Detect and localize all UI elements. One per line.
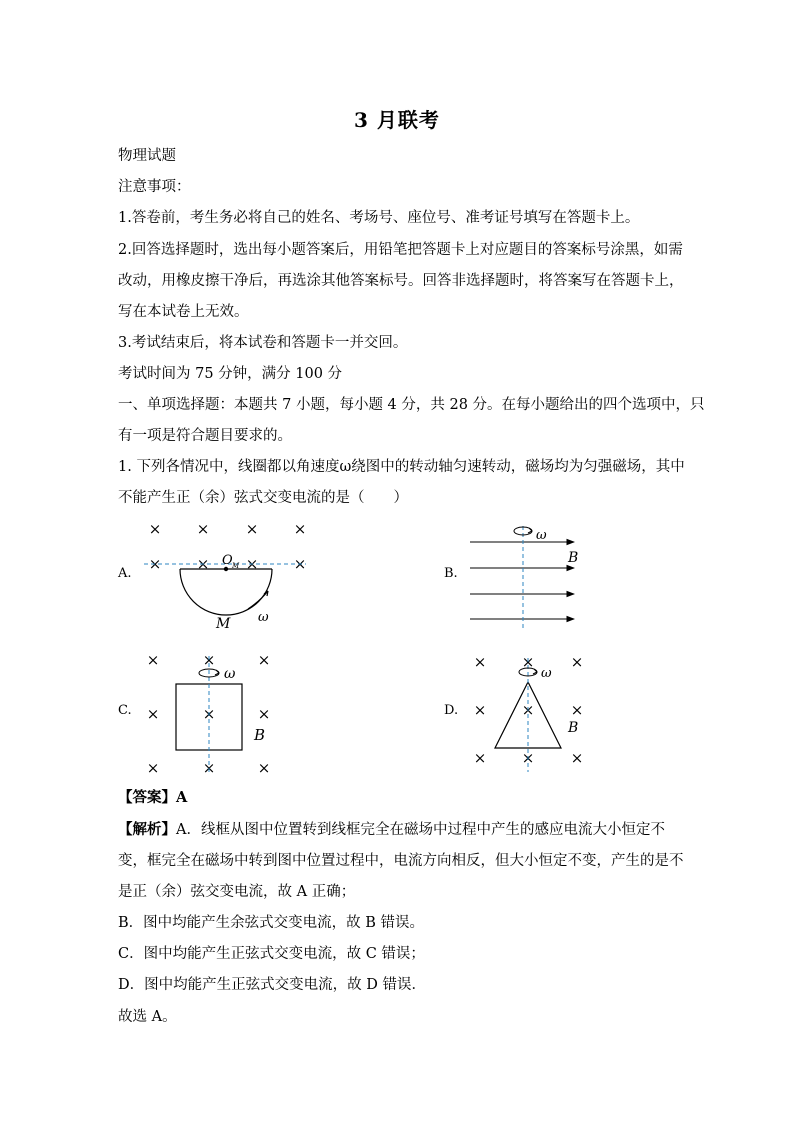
figure-c-field-label: B: [254, 726, 266, 744]
svg-text:×: ×: [196, 520, 210, 538]
svg-text:×: ×: [570, 653, 584, 671]
figure-d-field-label: B: [568, 720, 579, 736]
figure-a-label-o: O: [222, 553, 233, 568]
figure-a-label-m: M: [216, 616, 231, 632]
figure-d-omega: ω: [541, 666, 552, 681]
svg-text:×: ×: [148, 555, 162, 573]
svg-text:×: ×: [245, 555, 259, 573]
notice-3: 3.考试结束后，将本试卷和答题卡一并交回。: [118, 335, 408, 351]
svg-text:×: ×: [521, 653, 535, 671]
svg-text:×: ×: [293, 555, 307, 573]
option-d-label: D.: [444, 703, 459, 718]
option-c-label: C.: [118, 703, 132, 718]
question-1-line-2: 不能产生正（余）弦式交变电流的是（ ）: [118, 490, 408, 506]
svg-text:×: ×: [202, 705, 216, 723]
answer-tag: 【答案】: [118, 789, 176, 806]
figure-c-omega: ω: [224, 666, 236, 682]
svg-text:×: ×: [521, 749, 535, 767]
section-heading-1: 一、单项选择题：本题共 7 小题，每小题 4 分，共 28 分。在每小题给出的四个选项中，只: [118, 397, 705, 413]
figure-a-label-o-sub: M: [232, 562, 240, 570]
answer-value: A: [176, 789, 188, 806]
analysis-line-2: 变，框完全在磁场中转到图中位置过程中，电流方向相反，但大小恒定不变，产生的是不: [118, 853, 684, 869]
analysis-line-3: 是正（余）弦交变电流，故 A 正确；: [118, 884, 356, 900]
figure-a: [136, 515, 326, 635]
figure-a-omega: ω: [258, 610, 269, 625]
analysis-line-4: B．图中均能产生余弦式交变电流，故 B 错误。: [118, 915, 425, 931]
figure-b: [464, 520, 584, 632]
svg-text:×: ×: [257, 705, 271, 723]
svg-text:×: ×: [570, 701, 584, 719]
svg-text:×: ×: [521, 701, 535, 719]
svg-text:×: ×: [473, 749, 487, 767]
exam-time: 考试时间为 75 分钟，满分 100 分: [118, 366, 343, 382]
svg-text:×: ×: [146, 759, 160, 777]
notice-2c: 写在本试卷上无效。: [118, 304, 249, 320]
svg-text:×: ×: [202, 651, 216, 669]
svg-text:×: ×: [257, 759, 271, 777]
notice-1: 1.答卷前，考生务必将自己的姓名、考场号、座位号、准考证号填写在答题卡上。: [118, 210, 640, 226]
question-1-line-1: 1. 下列各情况中，线圈都以角速度ω绕图中的转动轴匀速转动，磁场均为匀强磁场，其中: [118, 459, 685, 475]
svg-text:×: ×: [570, 749, 584, 767]
option-b-label: B.: [444, 566, 458, 581]
svg-text:×: ×: [148, 520, 162, 538]
svg-text:×: ×: [202, 759, 216, 777]
svg-text:×: ×: [257, 651, 271, 669]
answer-line: [118, 788, 678, 808]
analysis-line-1: [118, 820, 678, 840]
figure-b-field-label: B: [568, 550, 579, 566]
notice-2b: 改动，用橡皮擦干净后，再选涂其他答案标号。回答非选择题时，将答案写在答题卡上，: [118, 273, 684, 289]
svg-text:×: ×: [473, 701, 487, 719]
figure-b-omega: ω: [536, 528, 547, 543]
svg-text:×: ×: [146, 651, 160, 669]
notice-heading: 注意事项：: [118, 179, 191, 195]
svg-text:×: ×: [245, 520, 259, 538]
section-heading-2: 有一项是符合题目要求的。: [118, 428, 292, 444]
svg-text:×: ×: [473, 653, 487, 671]
svg-text:×: ×: [196, 555, 210, 573]
analysis-line-6: D．图中均能产生正弦式交变电流，故 D 错误．: [118, 977, 426, 993]
option-a-label: A.: [118, 566, 132, 581]
notice-2a: 2.回答选择题时，选出每小题答案后，用铅笔把答题卡上对应题目的答案标号涂黑，如需: [118, 242, 683, 258]
analysis-line-5: C．图中均能产生正弦式交变电流，故 C 错误；: [118, 946, 425, 962]
subject-line: 物理试题: [118, 148, 176, 164]
page-title: 3 月联考: [354, 108, 440, 132]
figure-c: [140, 648, 280, 778]
analysis-tag: 【解析】: [118, 821, 176, 838]
figure-a-semicircle: [180, 569, 272, 615]
svg-text:×: ×: [293, 520, 307, 538]
svg-text:×: ×: [146, 705, 160, 723]
analysis-text-1: A．线框从图中位置转到线框完全在磁场中过程中产生的感应电流大小恒定不: [176, 822, 665, 838]
figure-b-field-lines: [470, 542, 574, 619]
analysis-conclusion: 故选 A。: [118, 1009, 177, 1025]
figure-d: [468, 650, 588, 775]
